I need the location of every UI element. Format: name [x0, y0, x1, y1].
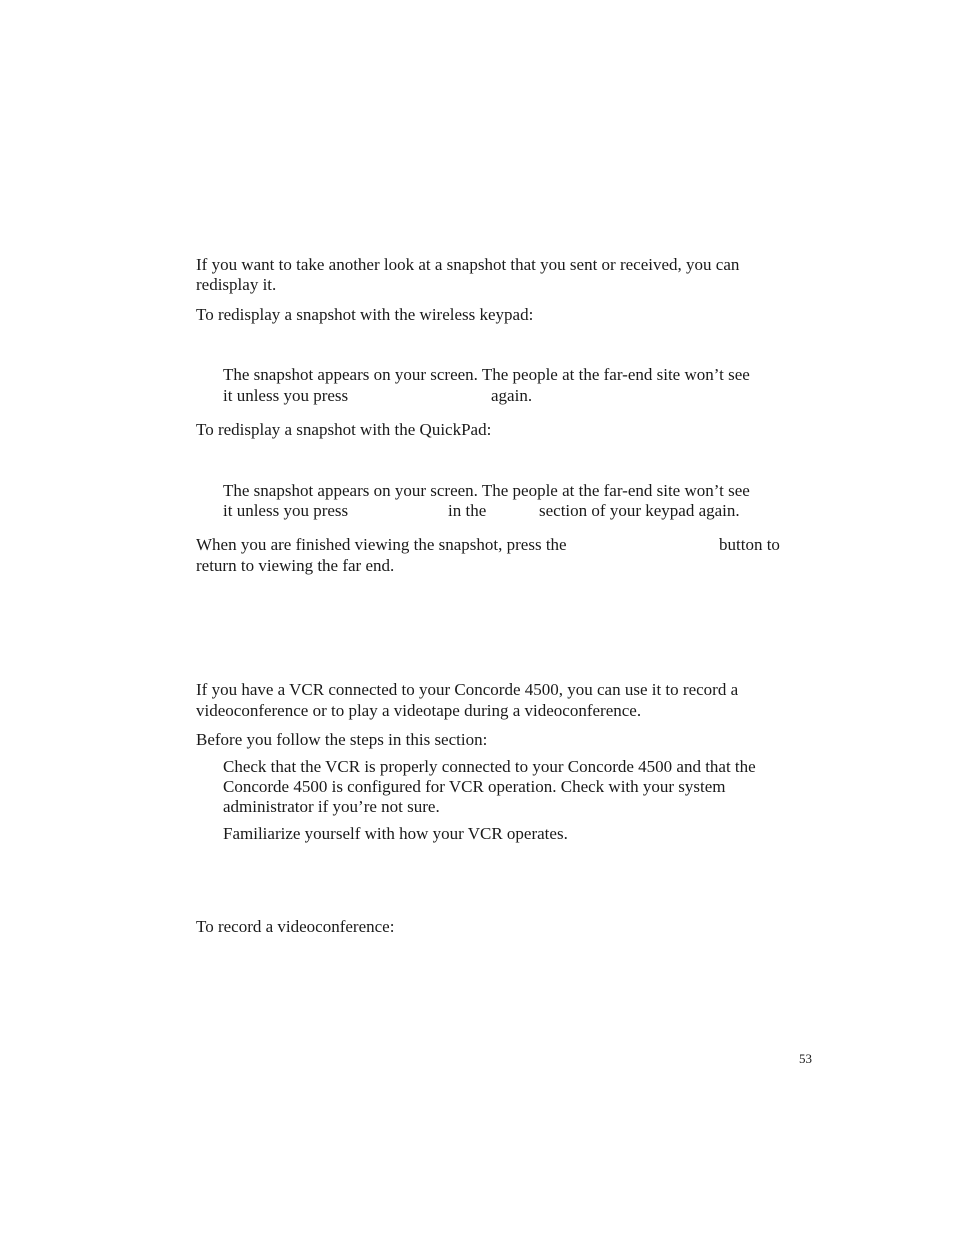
check-vcr-line-3: administrator if you’re not sure. — [223, 797, 440, 816]
quickpad-result-line-1: The snapshot appears on your screen. The people at the far-end site won’t see — [223, 481, 750, 500]
quickpad-result-line-2c: section of your keypad again. — [539, 501, 740, 520]
redisplay-intro-line-1: If you want to take another look at a snapshot that you sent or received, you can — [196, 255, 740, 274]
wireless-result-line-2b: again. — [491, 386, 533, 405]
page-number: 53 — [799, 1051, 812, 1066]
finished-viewing-line-1b: button to — [719, 535, 780, 554]
wireless-result-line-2a: it unless you press — [223, 386, 349, 405]
wireless-keypad-heading: To redisplay a snapshot with the wireless keypad: — [196, 305, 534, 324]
quickpad-heading: To redisplay a snapshot with the QuickPad: — [196, 420, 492, 439]
wireless-result-line-1: The snapshot appears on your screen. The people at the far-end site won’t see — [223, 365, 750, 384]
check-vcr-line-2: Concorde 4500 is configured for VCR operation. Check with your system — [223, 777, 726, 796]
finished-viewing-line-1a: When you are finished viewing the snapshot, press the — [196, 535, 567, 554]
redisplay-intro-line-2: redisplay it. — [196, 275, 277, 294]
finished-viewing-line-2: return to viewing the far end. — [196, 556, 395, 575]
before-steps-heading: Before you follow the steps in this section: — [196, 730, 488, 749]
quickpad-result-line-2a: it unless you press — [223, 501, 349, 520]
vcr-intro-line-2: videoconference or to play a videotape during a videoconference. — [196, 701, 642, 720]
quickpad-result-line-2b: in the — [448, 501, 487, 520]
familiarize-vcr-line: Familiarize yourself with how your VCR operates. — [223, 824, 568, 843]
record-videoconference-heading: To record a videoconference: — [196, 917, 395, 936]
check-vcr-line-1: Check that the VCR is properly connected to your Concorde 4500 and that the — [223, 757, 756, 776]
vcr-intro-line-1: If you have a VCR connected to your Concorde 4500, you can use it to record a — [196, 680, 739, 699]
